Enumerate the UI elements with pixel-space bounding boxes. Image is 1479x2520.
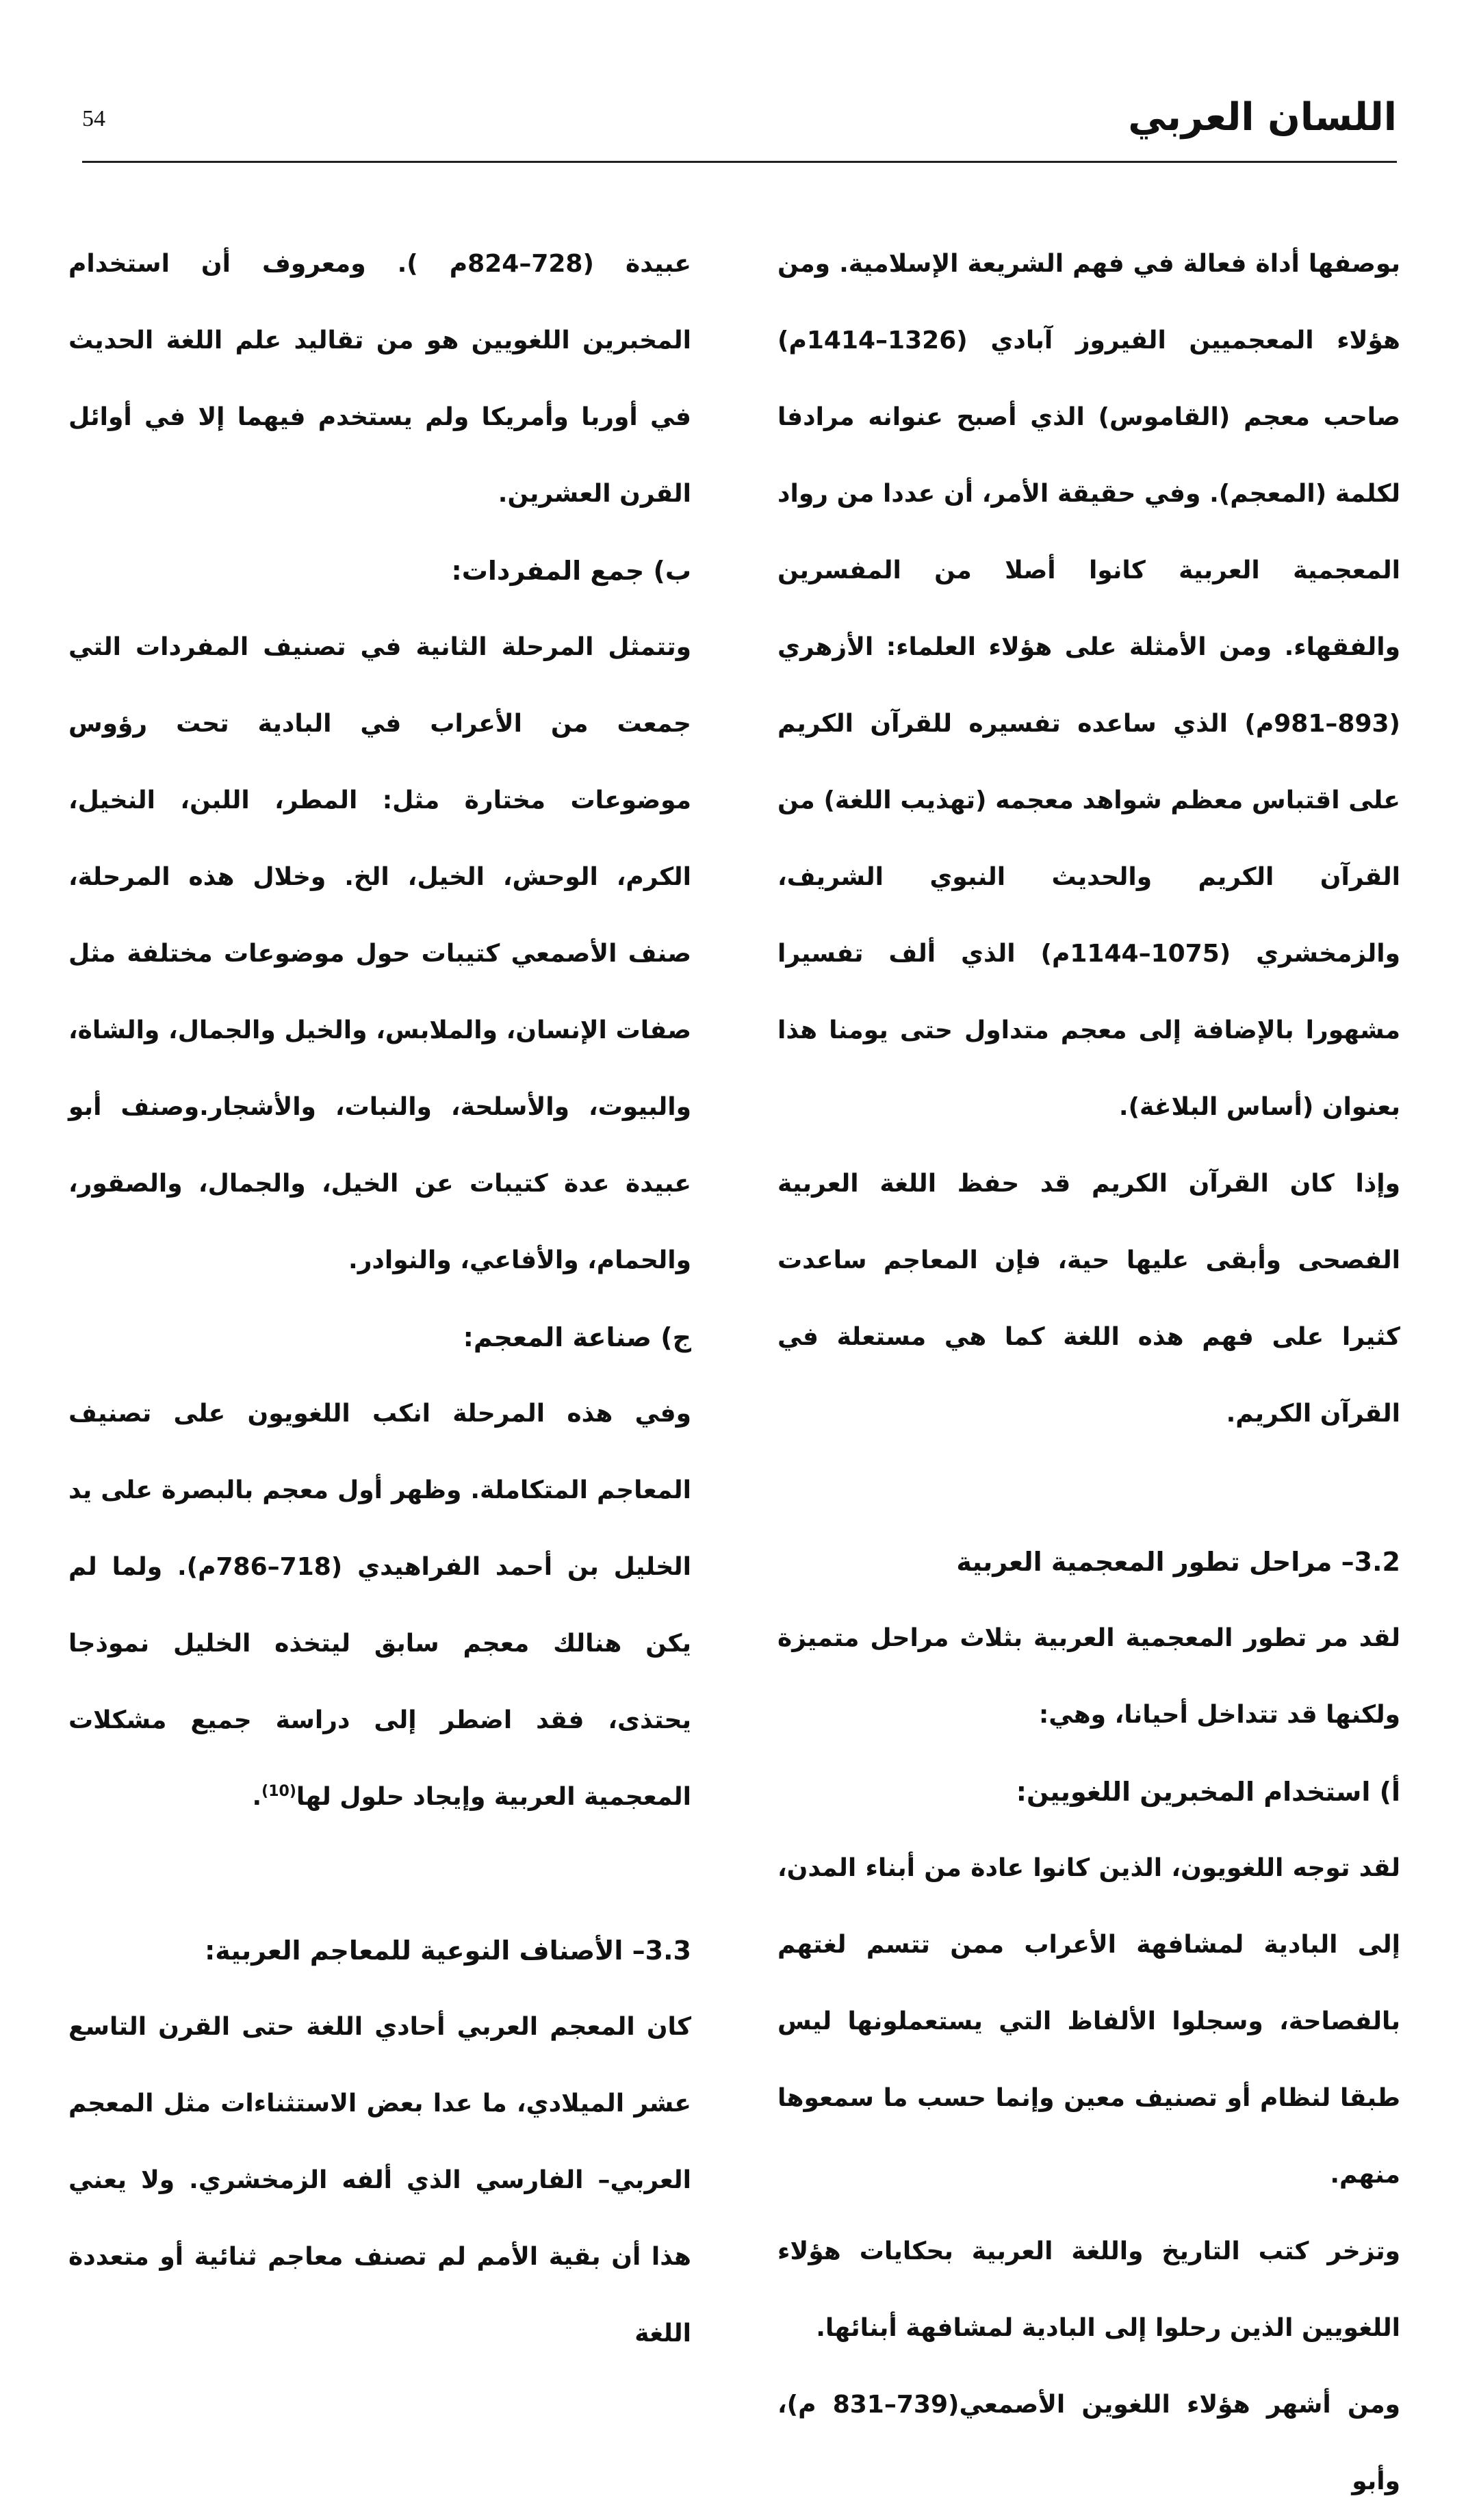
paragraph-end: . <box>252 1783 262 1811</box>
subheading: ب) جمع المفردات: <box>451 556 691 586</box>
spacer <box>68 1836 691 1912</box>
header-divider <box>82 161 1397 163</box>
left-column <box>68 226 691 2372</box>
subheading: ج) صناعة المعجم: <box>463 1322 691 1352</box>
right-column <box>777 226 1400 2520</box>
journal-title: اللسان العربي <box>1128 95 1397 140</box>
section-heading: 3.3– الأصناف النوعية للمعاجم العربية: <box>205 1936 691 1966</box>
paragraph: عبيدة (728–824م ). ومعروف أن استخدام المخبرين اللغويين هو من تقاليد علم اللغة الحديث في أوربا وأمريكا ولم يستخدم فيهما إلا في أوائل القرن العشرين. <box>68 250 691 508</box>
section-heading: 3.2– مراحل تطور المعجمية العربية <box>956 1547 1400 1577</box>
paragraph <box>68 1376 691 1836</box>
paragraph: لقد توجه اللغويون، الذين كانوا عادة من أبناء المدن، إلى البادية لمشافهة الأعراب ممن تتسم لغتهم بالفصاحة، وسجلوا الألفاظ التي يستعملونها ليس طبقا لنظام أو تصنيف معين وإنما حسب ما سمعوها منهم. <box>777 1854 1400 2189</box>
page-header <box>82 95 1397 161</box>
paragraph: وإذا كان القرآن الكريم قد حفظ اللغة العربية الفصحى وأبقى عليها حية، فإن المعاجم ساعدت كثيرا على فهم هذه اللغة كما هي مستعلة في القرآن الكريم. <box>777 1170 1400 1428</box>
paragraph: وتزخر كتب التاريخ واللغة العربية بحكايات هؤلاء اللغويين الذين رحلوا إلى البادية لمشافهة أبنائها. <box>777 2237 1400 2342</box>
paragraph: بوصفها أداة فعالة في فهم الشريعة الإسلامية. ومن هؤلاء المعجميين الفيروز آبادي (1326–1414م) صاحب معجم (القاموس) الذي أصبح عنوانه مرادفا لكلمة (المعجم). وفي حقيقة الأمر، أن عددا من رواد المعجمية العربية كانوا أصلا من المفسرين والفقهاء. ومن الأمثلة على هؤلاء العلماء: الأزهري (893–981م) الذي ساعده تفسيره للقرآن الكريم على اقتباس معظم شواهد معجمه (تهذيب اللغة) من القرآن الكريم والحديث النبوي الشريف، والزمخشري (1075–1144م) الذي ألف تفسيرا مشهورا بالإضافة إلى معجم متداول حتى يومنا هذا بعنوان (أساس البلاغة). <box>777 250 1400 1121</box>
footnote-ref: (10) <box>261 1783 296 1800</box>
paragraph: ومن أشهر هؤلاء اللغوين الأصمعي(739–831 م)، وأبو <box>777 2391 1400 2495</box>
page-number: 54 <box>82 106 105 131</box>
paragraph-text: وفي هذه المرحلة انكب اللغويون على تصنيف المعاجم المتكاملة. وظهر أول معجم بالبصرة على يد الخليل بن أحمد الفراهيدي (718–786م). ولما لم يكن هنالك معجم سابق ليتخذه الخليل نموذجا يحتذى، فقد اضطر إلى دراسة جميع مشكلات المعجمية العربية وإيجاد حلول لها <box>68 1400 691 1811</box>
subheading: أ) استخدام المخبرين اللغويين: <box>1016 1777 1400 1807</box>
paragraph: كان المعجم العربي أحادي اللغة حتى القرن التاسع عشر الميلادي، ما عدا بعض الاستثناءات مثل المعجم العربي– الفارسي الذي ألفه الزمخشري. ولا يعني هذا أن بقية الأمم لم تصنف معاجم ثنائية أو متعددة اللغة <box>68 2013 691 2348</box>
spacer <box>777 1452 1400 1523</box>
paragraph: لقد مر تطور المعجمية العربية بثلاث مراحل متميزة ولكنها قد تتداخل أحيانا، وهي: <box>777 1624 1400 1729</box>
paragraph: وتتمثل المرحلة الثانية في تصنيف المفردات التي جمعت من الأعراب في البادية تحت رؤوس موضوعات مختارة مثل: المطر، اللبن، النخيل، الكرم، الوحش، الخيل، الخ. وخلال هذه المرحلة، صنف الأصمعي كتيبات حول موضوعات مختلفة مثل صفات الإنسان، والملابس، والخيل والجمال، والشاة، والبيوت، والأسلحة، والنبات، والأشجار.وصنف أبو عبيدة عدة كتيبات عن الخيل، والجمال، والصقور، والحمام، والأفاعي، والنوادر. <box>68 633 691 1274</box>
